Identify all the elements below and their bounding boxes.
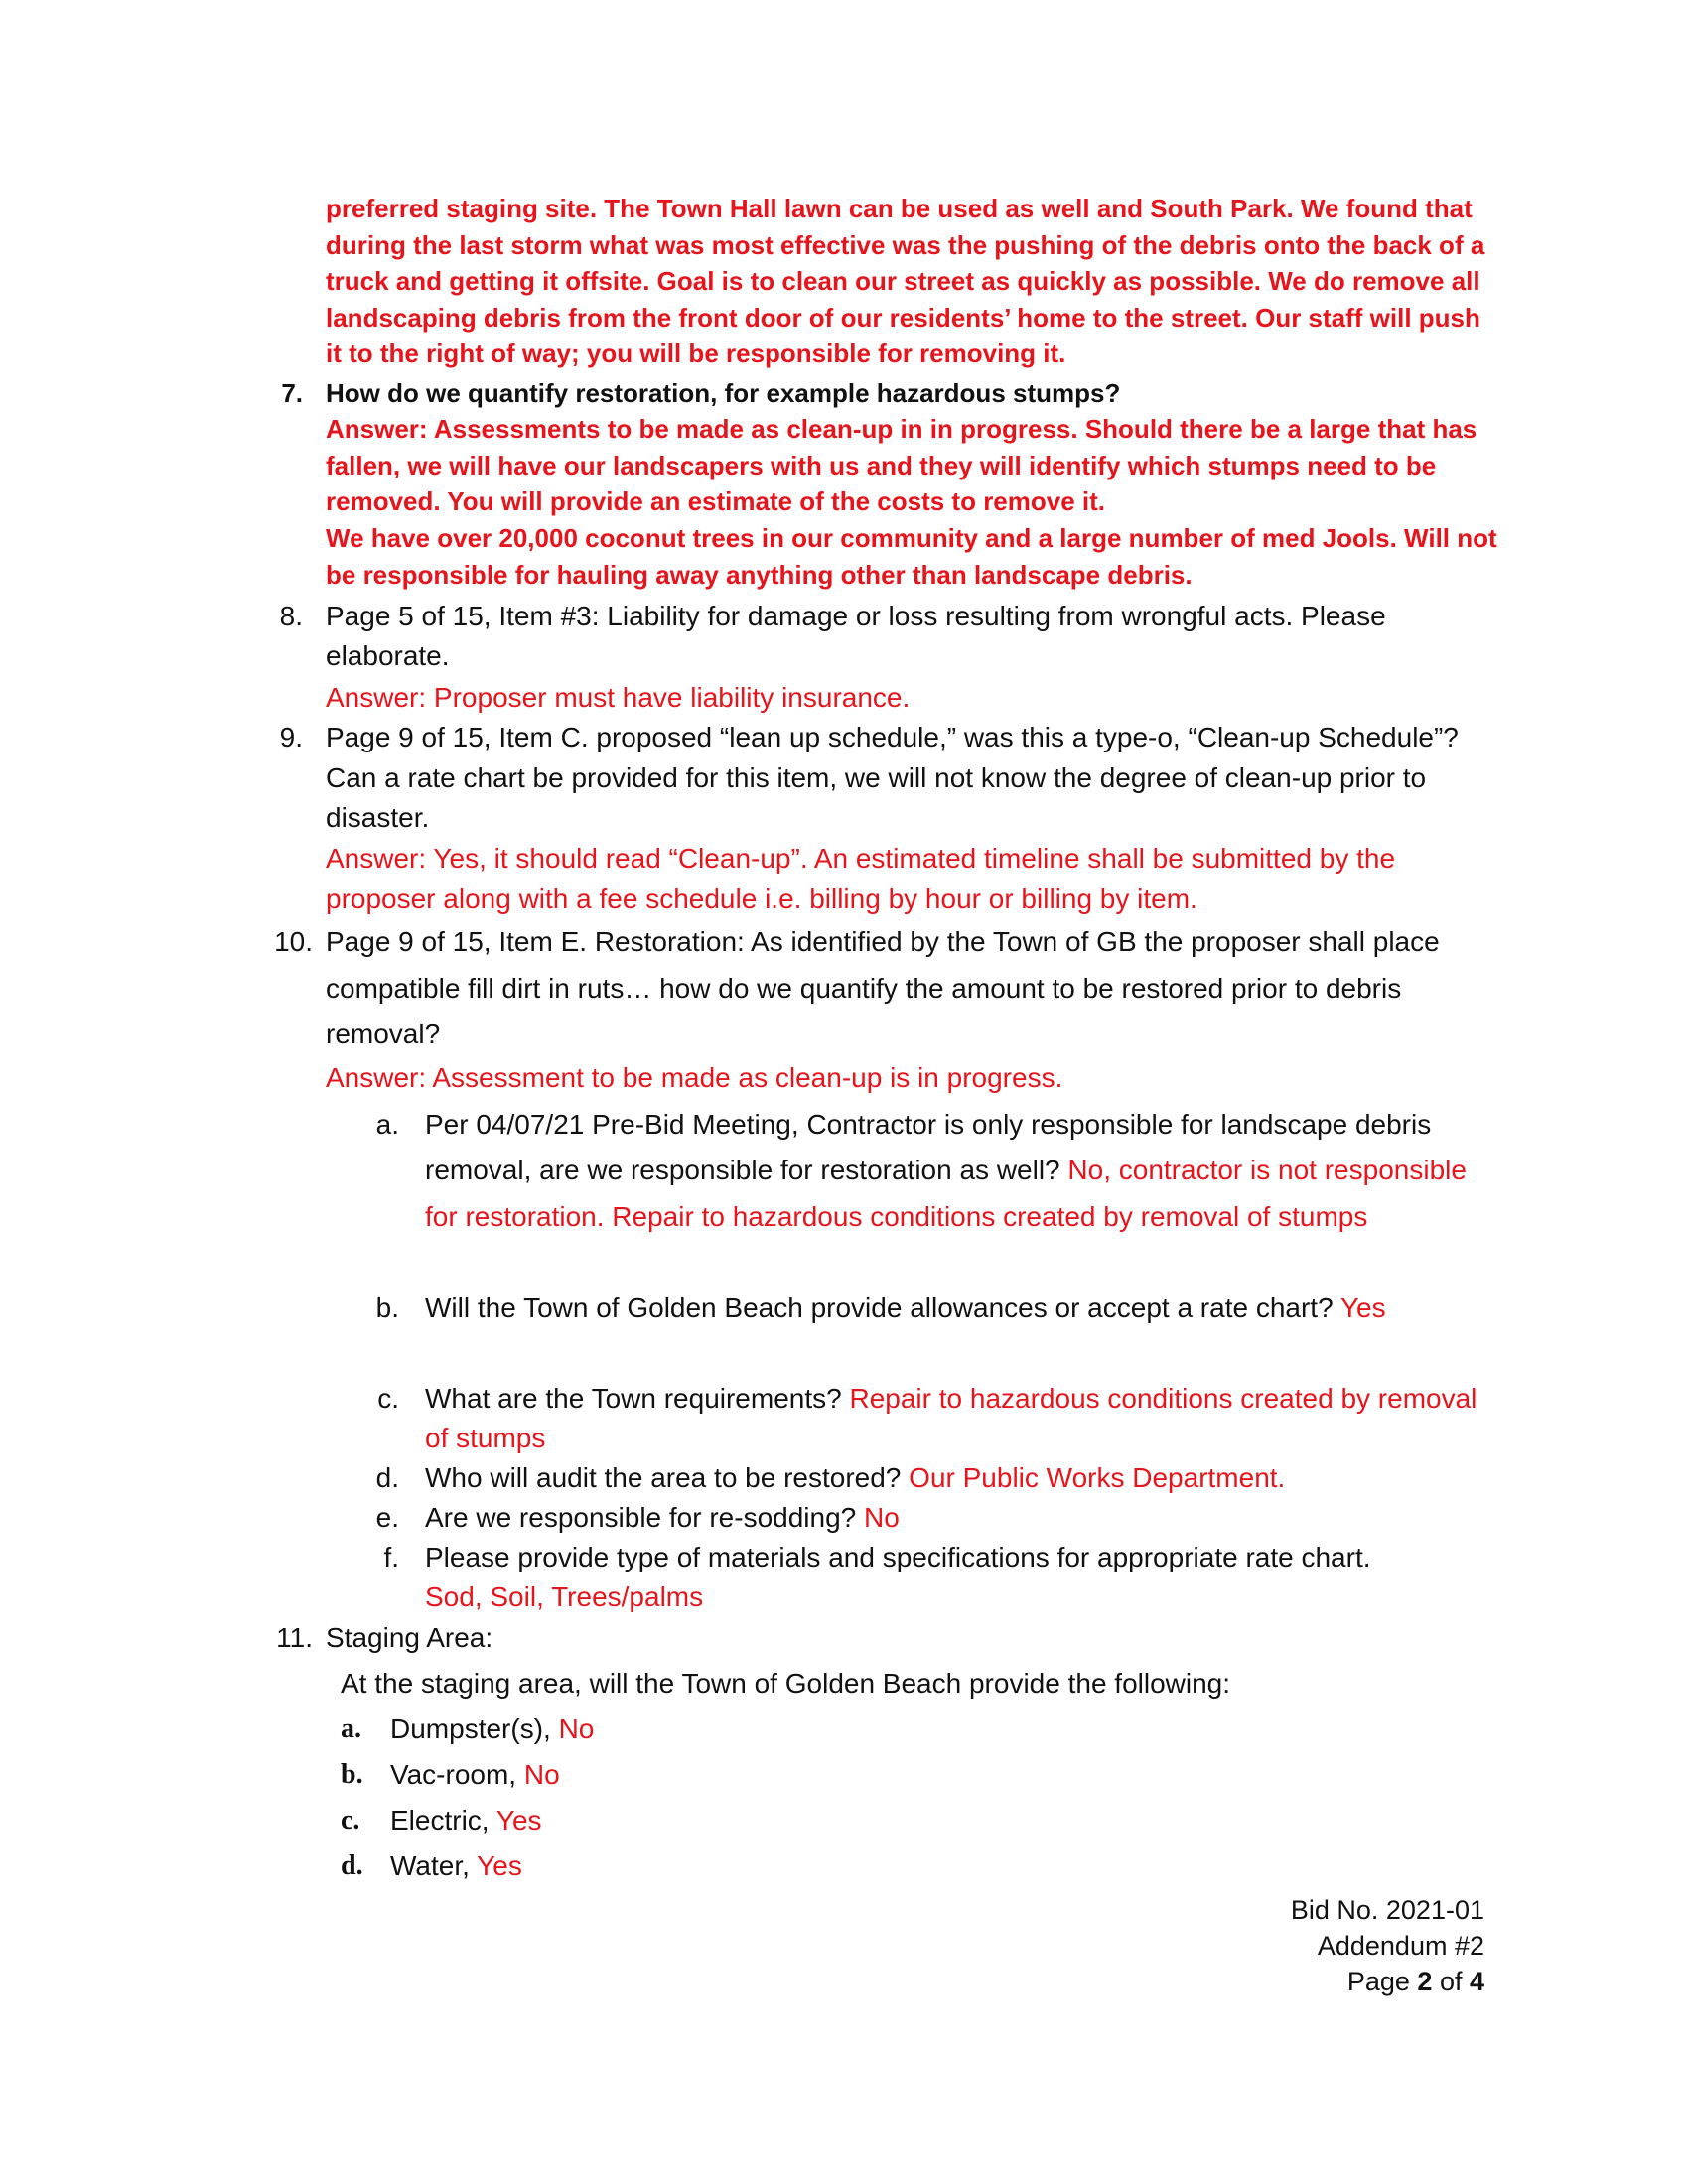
q8-answer: Answer: Proposer must have liability insurance.	[326, 682, 911, 713]
q10b-letter: b.	[375, 1293, 399, 1323]
q7-number: 7.	[281, 378, 303, 408]
q10f-text	[425, 1538, 1492, 1617]
q11a-text	[390, 1709, 594, 1749]
q11b-label: Vac-room,	[390, 1759, 517, 1790]
q10b-question: Will the Town of Golden Beach provide allowances or accept a rate chart?	[425, 1293, 1334, 1323]
q10e-question: Are we responsible for re-sodding?	[425, 1502, 857, 1533]
q10c-question: What are the Town requirements?	[425, 1383, 842, 1414]
q11d-answer: Yes	[477, 1850, 522, 1881]
footer-bid-number: Bid No. 2021-01	[1290, 1895, 1484, 1925]
q10f-letter: f.	[383, 1542, 399, 1572]
q10a-question: Per 04/07/21 Pre-Bid Meeting, Contractor is only responsible for landscape debris removal, are we responsible for restoration as well?	[425, 1109, 1432, 1186]
q10e-letter: e.	[375, 1502, 399, 1533]
q10f-answer: Sod, Soil, Trees/palms	[425, 1581, 704, 1612]
q9-question: Page 9 of 15, Item C. proposed “lean up schedule,” was this a type-o, “Clean-up Schedule”? Can a rate chart be provided for this item, we will not know the degree of clean-up prior to disaster.	[326, 722, 1459, 833]
q7-answer-1: Answer: Assessments to be made as clean-up in in progress. Should there be a large that has fallen, we will have our landscapers with us and they will identify which stumps need to be removed. You will provide an estimate of the costs to remove it.	[326, 414, 1477, 516]
q7-answer-2: We have over 20,000 coconut trees in our community and a large number of med Jools. Will not be responsible for hauling away anything other than landscape debris.	[326, 523, 1497, 590]
q11d-label: Water,	[390, 1850, 470, 1881]
q10c-text	[425, 1379, 1487, 1458]
q11a-answer: No	[558, 1713, 595, 1744]
q10b-answer: Yes	[1339, 1293, 1386, 1323]
q10-number: 10.	[274, 926, 313, 957]
q11d-text	[390, 1846, 522, 1886]
q10f-question: Please provide type of materials and specifications for appropriate rate chart.	[425, 1542, 1371, 1572]
intro-answer: preferred staging site. The Town Hall lawn can be used as well and South Park. We found that during the last storm what was most effective was the pushing of the debris onto the back of a truck and getting it offsite. Goal is to clean our street as quickly as possible. We do remove all landscaping debris from the front door of our residents’ home to the street. Our staff will push it to the right of way; you will be responsible for removing it.	[326, 194, 1485, 368]
q10b-text	[425, 1286, 1477, 1331]
q11d-letter: d.	[341, 1850, 363, 1881]
q10d-answer: Our Public Works Department.	[909, 1462, 1286, 1493]
q9-answer: Answer: Yes, it should read “Clean-up”. An estimated timeline shall be submitted by the proposer along with a fee schedule i.e. billing by hour or billing by item.	[326, 843, 1396, 914]
page-footer	[1291, 1892, 1484, 1999]
q8-number: 8.	[279, 601, 303, 631]
q11c-letter: c.	[341, 1805, 360, 1836]
q11c-label: Electric,	[390, 1805, 490, 1836]
q11b-letter: b.	[341, 1759, 363, 1790]
q10d-letter: d.	[375, 1462, 399, 1493]
q10-question: Page 9 of 15, Item E. Restoration: As identified by the Town of GB the proposer shall place compatible fill dirt in ruts… how do we quantify the amount to be restored prior to debris removal?	[326, 926, 1440, 1049]
q11a-label: Dumpster(s),	[390, 1713, 551, 1744]
q10e-text	[425, 1498, 900, 1538]
q10e-answer: No	[864, 1502, 900, 1533]
footer-page-current: 2	[1417, 1967, 1433, 1996]
q10d-question: Who will audit the area to be restored?	[425, 1462, 902, 1493]
q10c-letter: c.	[377, 1383, 399, 1414]
q11b-answer: No	[523, 1759, 560, 1790]
q10c-answer: Repair to hazardous conditions created by removal of stumps	[425, 1383, 1477, 1453]
q11-lead: At the staging area, will the Town of Golden Beach provide the following:	[341, 1668, 1231, 1699]
q10-answer: Answer: Assessment to be made as clean-up is in progress.	[326, 1062, 1063, 1093]
q9-number: 9.	[279, 722, 303, 752]
q11c-text	[390, 1801, 542, 1841]
q11b-text	[390, 1755, 560, 1795]
q11c-answer: Yes	[495, 1805, 542, 1836]
footer-page-prefix: Page	[1346, 1967, 1418, 1996]
q10a-letter: a.	[375, 1109, 399, 1140]
footer-page-of: of	[1432, 1967, 1470, 1996]
q7-question: How do we quantify restoration, for example hazardous stumps?	[326, 378, 1121, 408]
footer-page-number	[1291, 1964, 1484, 1999]
q11-title: Staging Area:	[326, 1622, 493, 1653]
q8-question: Page 5 of 15, Item #3: Liability for damage or loss resulting from wrongful acts. Please elaborate.	[326, 601, 1386, 671]
q10a-answer: No, contractor is not responsible for restoration. Repair to hazardous conditions created by removal of stumps	[425, 1155, 1467, 1232]
q11-number: 11.	[276, 1622, 313, 1653]
q10d-text	[425, 1458, 1285, 1498]
footer-addendum: Addendum #2	[1317, 1931, 1484, 1961]
footer-page-total: 4	[1469, 1967, 1484, 1996]
q11a-letter: a.	[341, 1713, 361, 1744]
q10a-text	[425, 1102, 1477, 1240]
